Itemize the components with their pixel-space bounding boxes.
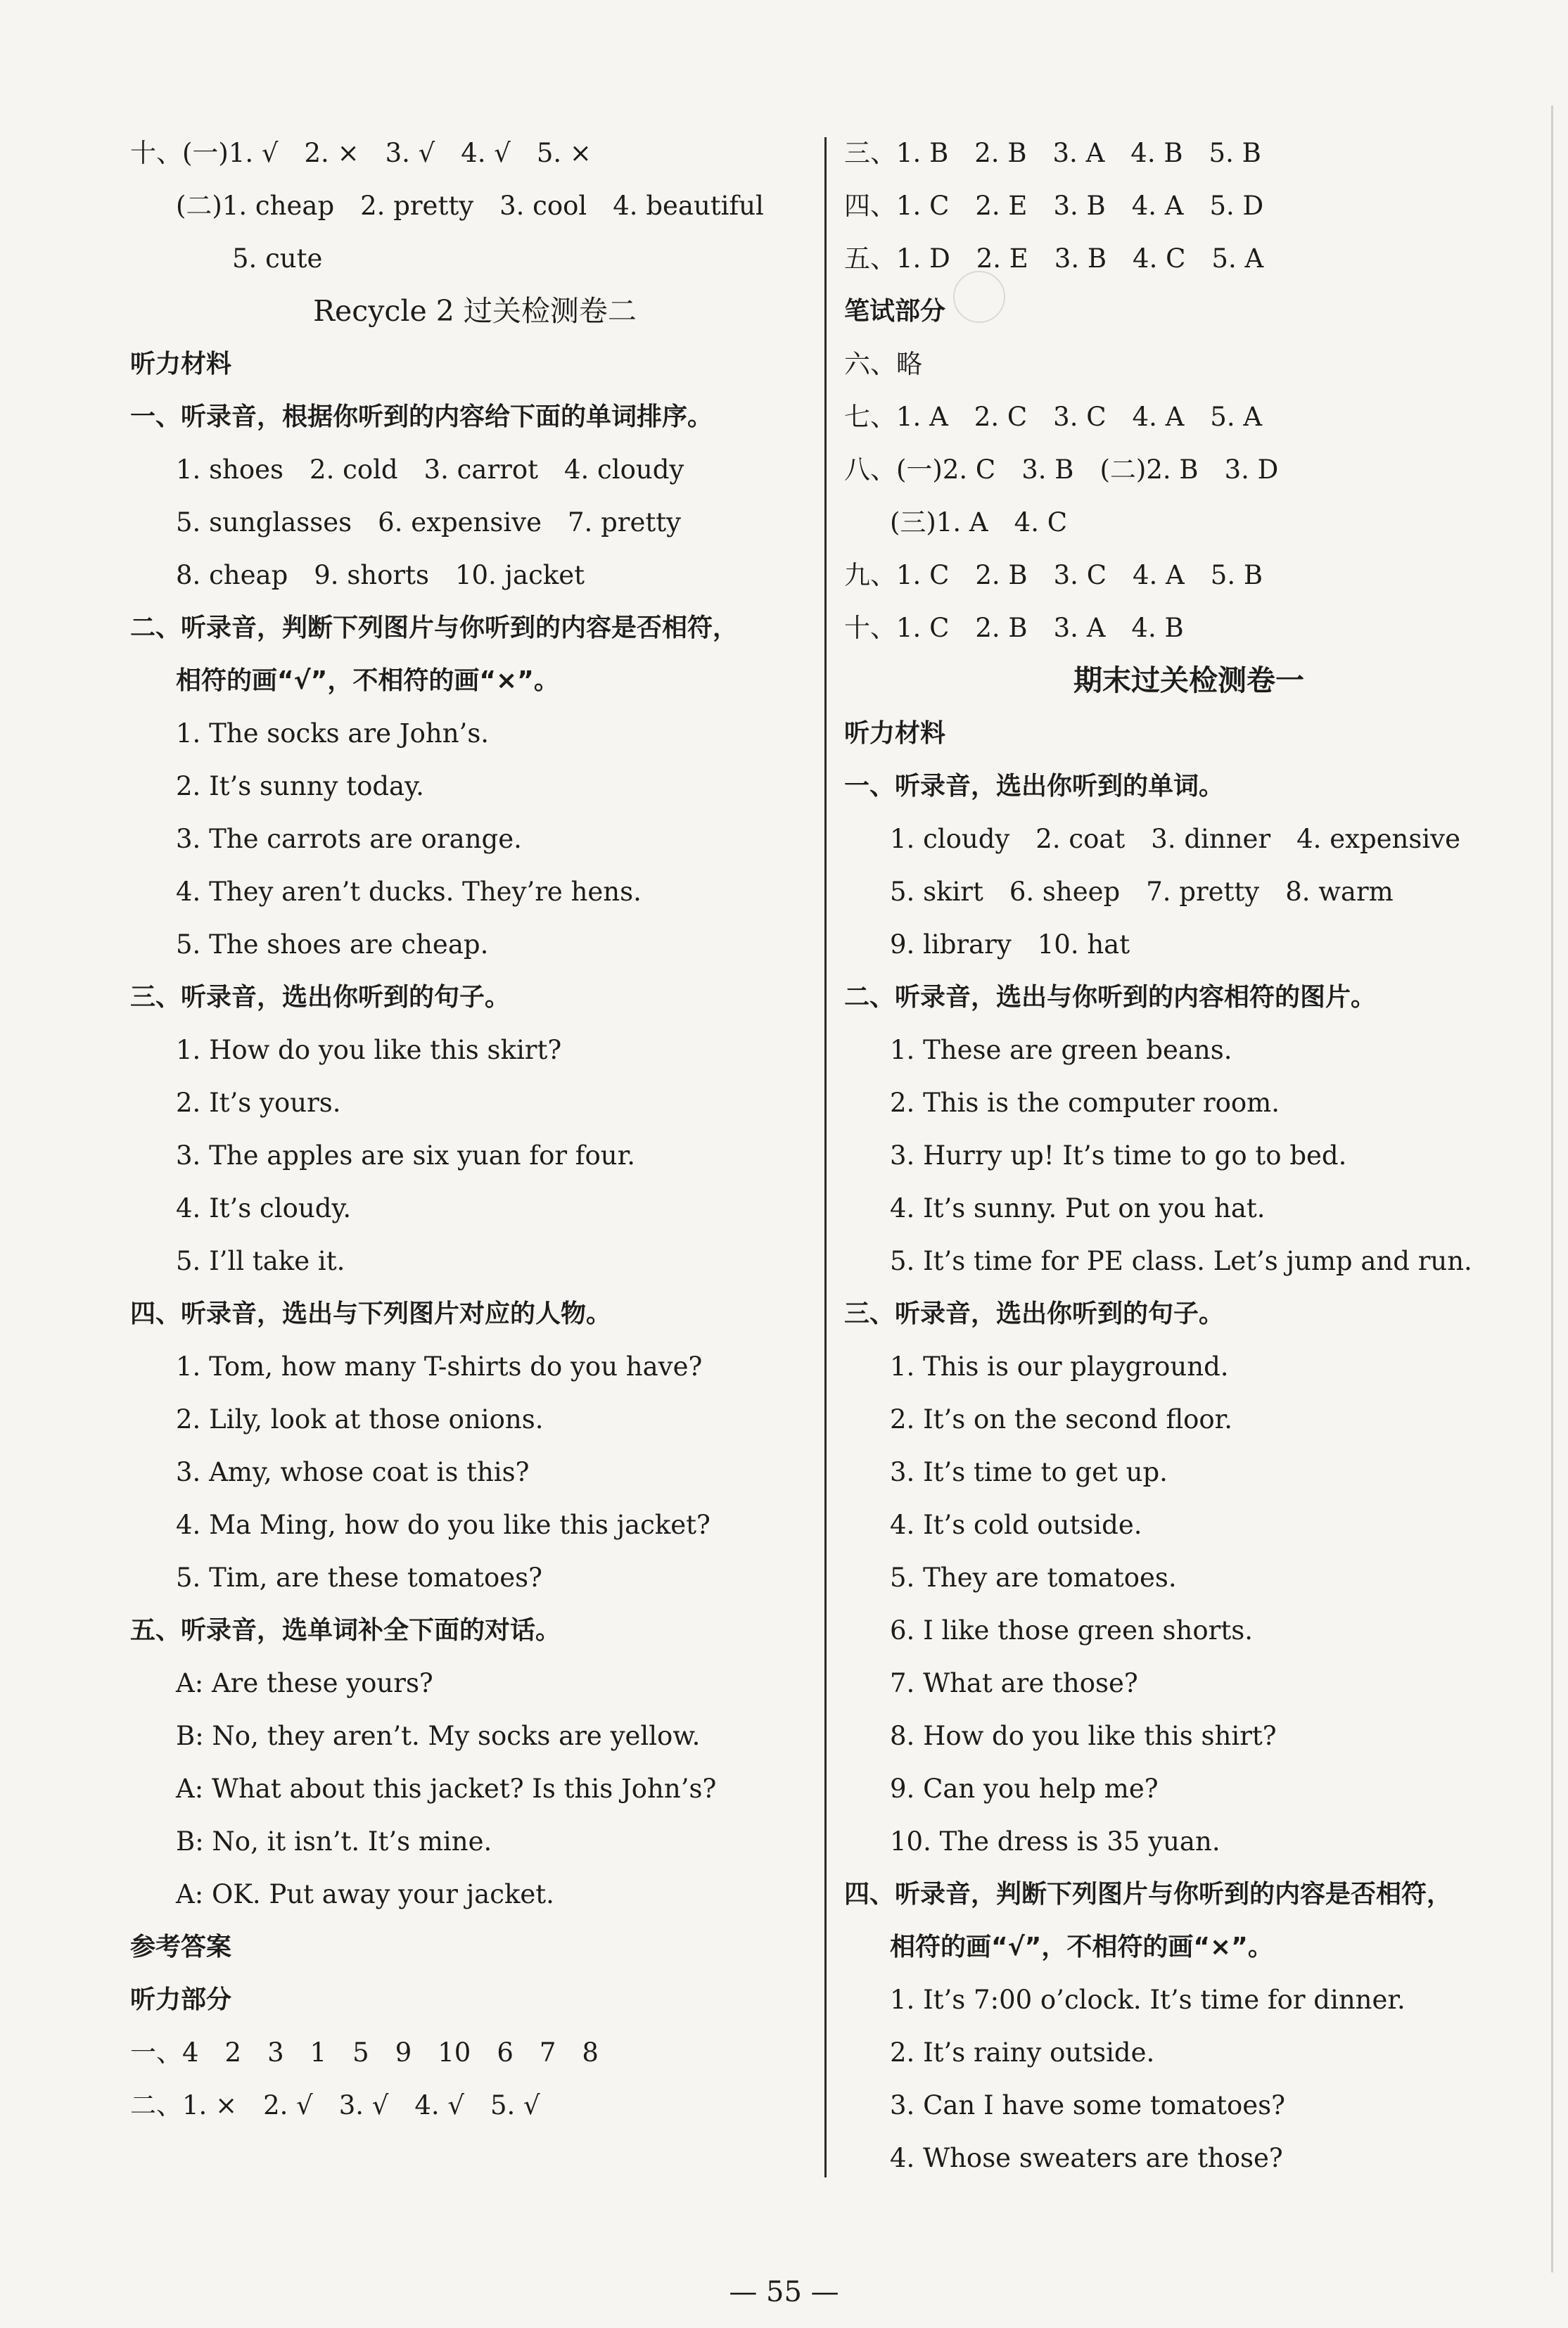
left-line: A: OK. Put away your jacket. <box>176 1879 554 1909</box>
left-line: B: No, they aren’t. My socks are yellow. <box>176 1721 701 1751</box>
right-line: 1. This is our playground. <box>890 1351 1229 1382</box>
left-line: 2. It’s sunny today. <box>176 771 424 801</box>
right-line: 三、1. B 2. B 3. A 4. B 5. B <box>844 138 1261 168</box>
left-line: A: What about this jacket? Is this John’s? <box>176 1774 717 1804</box>
right-line: 4. Whose sweaters are those? <box>890 2143 1283 2173</box>
right-line: 3. Hurry up! It’s time to go to bed. <box>890 1140 1347 1171</box>
right-line: 笔试部分 <box>844 297 946 326</box>
left-line: 1. Tom, how many T-shirts do you have? <box>176 1351 703 1382</box>
right-line: 六、略 <box>844 349 922 379</box>
right-line: 一、听录音，选出你听到的单词。 <box>844 772 1225 801</box>
right-line: 1. These are green beans. <box>890 1035 1232 1065</box>
left-line: 三、听录音，选出你听到的句子。 <box>130 983 511 1012</box>
left-line: 十、(一)1. √ 2. × 3. √ 4. √ 5. × <box>130 138 592 168</box>
left-line: 3. The carrots are orange. <box>176 824 522 854</box>
right-line: 2. This is the computer room. <box>890 1088 1280 1118</box>
page-edge-line <box>1551 106 1553 2272</box>
left-line: 2. Lily, look at those onions. <box>176 1404 544 1435</box>
right-line: 十、1. C 2. B 3. A 4. B <box>844 613 1184 643</box>
right-line: 二、听录音，选出与你听到的内容相符的图片。 <box>844 983 1377 1012</box>
left-line: 1. How do you like this skirt? <box>176 1035 562 1065</box>
left-line: 3. The apples are six yuan for four. <box>176 1140 635 1171</box>
left-line: 五、听录音，选单词补全下面的对话。 <box>130 1616 561 1645</box>
left-line: 1. shoes 2. cold 3. carrot 4. cloudy <box>176 454 684 485</box>
right-line: 8. How do you like this shirt? <box>890 1721 1277 1751</box>
left-line: 二、听录音，判断下列图片与你听到的内容是否相符， <box>130 613 739 642</box>
left-line: 参考答案 <box>130 1933 232 1961</box>
right-line: (三)1. A 4. C <box>890 507 1068 538</box>
right-line: 八、(一)2. C 3. B (二)2. B 3. D <box>844 454 1279 485</box>
right-line: 九、1. C 2. B 3. C 4. A 5. B <box>844 560 1263 590</box>
right-line: 2. It’s rainy outside. <box>890 2037 1155 2068</box>
right-line: 4. It’s cold outside. <box>890 1510 1142 1540</box>
right-line: 3. Can I have some tomatoes? <box>890 2090 1286 2120</box>
right-line: 五、1. D 2. E 3. B 4. C 5. A <box>844 243 1264 274</box>
left-line: 5. sunglasses 6. expensive 7. pretty <box>176 507 681 538</box>
left-line: 相符的画“√”，不相符的画“×”。 <box>176 666 559 695</box>
right-line: 5. It’s time for PE class. Let’s jump and run. <box>890 1246 1472 1276</box>
right-line: 9. Can you help me? <box>890 1774 1159 1804</box>
left-line: (二)1. cheap 2. pretty 3. cool 4. beautiful <box>176 191 764 221</box>
right-line: 5. skirt 6. sheep 7. pretty 8. warm <box>890 877 1394 907</box>
right-line: 相符的画“√”，不相符的画“×”。 <box>890 1933 1273 1961</box>
right-line: 4. It’s sunny. Put on you hat. <box>890 1193 1266 1223</box>
left-line: 2. It’s yours. <box>176 1088 341 1118</box>
right-line: 三、听录音，选出你听到的句子。 <box>844 1299 1225 1328</box>
right-line: 四、1. C 2. E 3. B 4. A 5. D <box>844 191 1264 221</box>
left-line: 5. Tim, are these tomatoes? <box>176 1563 542 1593</box>
right-line: 6. I like those green shorts. <box>890 1615 1253 1646</box>
left-line: 1. The socks are John’s. <box>176 718 490 749</box>
left-line: Recycle 2 过关检测卷二 <box>313 294 637 328</box>
left-line: B: No, it isn’t. It’s mine. <box>176 1826 492 1857</box>
left-line: 3. Amy, whose coat is this? <box>176 1457 530 1487</box>
right-line: 七、1. A 2. C 3. C 4. A 5. A <box>844 402 1263 432</box>
left-line: 二、1. × 2. √ 3. √ 4. √ 5. √ <box>130 2090 540 2120</box>
left-line: 听力材料 <box>130 350 232 379</box>
right-line: 9. library 10. hat <box>890 929 1130 960</box>
left-line: 4. They aren’t ducks. They’re hens. <box>176 877 642 907</box>
left-column <box>130 127 820 2132</box>
left-line: 8. cheap 9. shorts 10. jacket <box>176 560 585 590</box>
right-line: 1. cloudy 2. coat 3. dinner 4. expensive <box>890 824 1460 854</box>
right-line: 四、听录音，判断下列图片与你听到的内容是否相符， <box>844 1880 1453 1909</box>
left-line: 一、4 2 3 1 5 9 10 6 7 8 <box>130 2037 599 2068</box>
right-line: 1. It’s 7:00 o’clock. It’s time for dinner. <box>890 1985 1406 2015</box>
right-line: 10. The dress is 35 yuan. <box>890 1826 1220 1857</box>
right-line: 5. They are tomatoes. <box>890 1563 1177 1593</box>
right-line: 7. What are those? <box>890 1668 1138 1698</box>
column-divider <box>824 137 827 2177</box>
left-line: 四、听录音，选出与下列图片对应的人物。 <box>130 1299 612 1328</box>
left-line: 一、听录音，根据你听到的内容给下面的单词排序。 <box>130 402 713 431</box>
left-line: 5. I’ll take it. <box>176 1246 345 1276</box>
left-line: 5. The shoes are cheap. <box>176 929 489 960</box>
right-line: 2. It’s on the second floor. <box>890 1404 1233 1435</box>
right-line: 期末过关检测卷一 <box>1073 663 1304 697</box>
page-number: — 55 — <box>729 2276 839 2308</box>
right-line: 3. It’s time to get up. <box>890 1457 1168 1487</box>
left-line: 听力部分 <box>130 1985 232 2014</box>
left-line: A: Are these yours? <box>176 1668 433 1698</box>
left-line: 4. It’s cloudy. <box>176 1193 352 1223</box>
left-line: 4. Ma Ming, how do you like this jacket? <box>176 1510 710 1540</box>
right-column <box>844 127 1534 2184</box>
left-line: 5. cute <box>232 243 323 274</box>
right-line: 听力材料 <box>844 719 946 748</box>
